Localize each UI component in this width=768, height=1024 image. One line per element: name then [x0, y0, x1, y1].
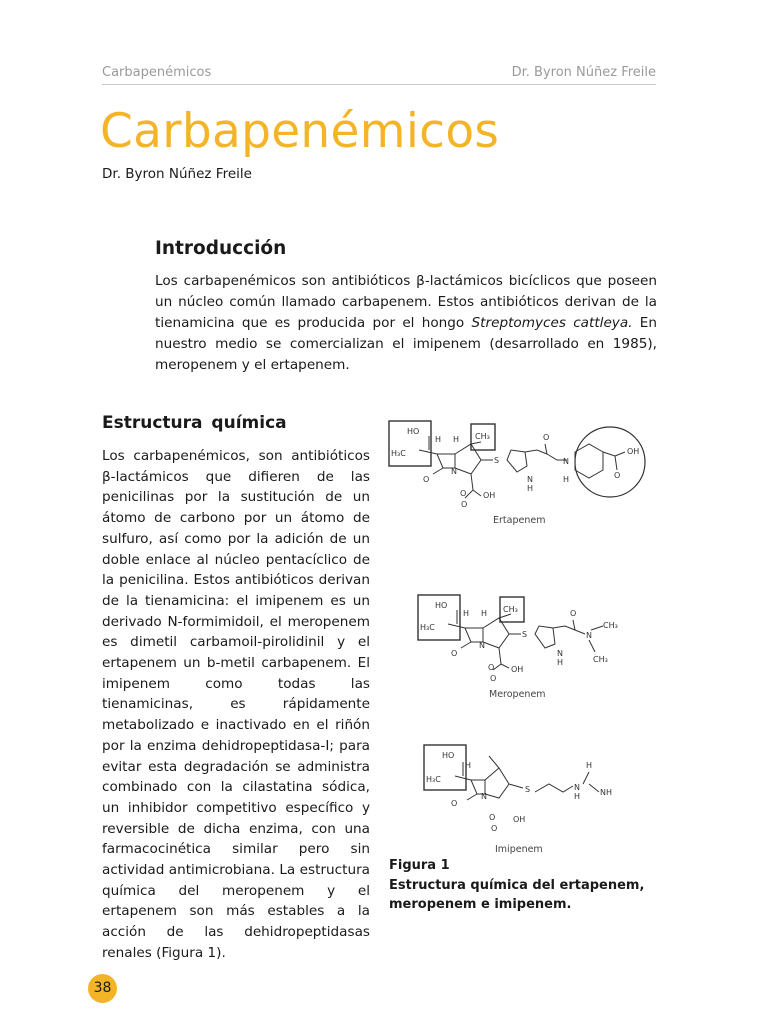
atom-label: N	[527, 475, 533, 484]
page-title: Carbapenémicos	[100, 104, 500, 159]
atom-label: HO	[442, 751, 455, 760]
atom-label: CH₃	[603, 621, 618, 630]
atom-label: N	[586, 631, 592, 640]
figure-caption-text: Estructura química del ertapenem, meropenem e imipenem.	[389, 877, 645, 912]
atom-label: N	[481, 792, 487, 801]
atom-label: O	[451, 799, 458, 808]
atom-label: O	[491, 824, 498, 833]
atom-label: O	[570, 609, 577, 618]
atom-label: N	[451, 467, 457, 476]
structure-heading: Estructura química	[102, 413, 287, 433]
figure-1	[385, 412, 657, 862]
atom-label: S	[525, 785, 531, 794]
atom-label: S	[522, 630, 528, 639]
atom-label: H₃C	[426, 775, 441, 784]
running-header-title: Carbapenémicos	[102, 65, 212, 80]
atom-label: O	[543, 433, 550, 442]
atom-label: HO	[435, 601, 448, 610]
page-number-badge: 38	[88, 974, 117, 1003]
intro-text-before: Los carbapenémicos son antibióticos β-lactámicos bicíclicos que poseen un núcleo común llamado carbapenem. Estos antibióticos derivan de la tienamicina que es producida por el hongo	[155, 273, 657, 331]
atom-label: H	[435, 435, 442, 444]
atom-label: H	[465, 761, 472, 770]
atom-label: O	[490, 674, 497, 683]
atom-label: N	[479, 641, 485, 650]
running-header	[102, 64, 656, 85]
running-header-author: Dr. Byron Núñez Freile	[511, 65, 656, 80]
author-name: Dr. Byron Núñez Freile	[102, 166, 252, 182]
atom-label: HO	[407, 427, 420, 436]
atom-label: CH₃	[503, 605, 518, 614]
atom-label: S	[494, 456, 500, 465]
molecule-name-imipenem: Imipenem	[495, 844, 543, 855]
intro-paragraph	[155, 271, 657, 376]
atom-label: N	[574, 783, 580, 792]
atom-label: O	[451, 649, 458, 658]
atom-label: O	[461, 500, 468, 509]
atom-label: H	[557, 658, 564, 667]
atom-label: H	[481, 609, 488, 618]
atom-label: OH	[627, 447, 640, 456]
figure-label: Figura 1	[389, 858, 450, 873]
intro-heading: Introducción	[155, 238, 287, 259]
atom-label: O	[460, 489, 467, 498]
atom-label: CH₃	[475, 432, 490, 441]
atom-label: O	[489, 813, 496, 822]
atom-label: O	[614, 471, 621, 480]
atom-label: N	[563, 457, 569, 466]
structure-paragraph: Los carbapenémicos, son antibióticos β-lactámicos que difieren de las penicilinas por la sustitución de un átomo de carbono por un átomo de sulfuro, así como por la adición de un doble enlace al núcleo pentacíclico de la penicilina. Estos antibióticos derivan de la tienamicina: el imipenem es un derivado N-formimidoil, el meropenem es dimetil carbamoil-pirolidinil y el ertapenem un b-metil carbapenem. El imipenem como todas las tienamicinas, es rápidamente metabolizado e inactivado en el riñón por la enzima dehidropeptidasa-I; para evitar esta degradación se administra combinado con la cilastatina sódica, un inhibidor competitivo específico y reversible de dicha enzima, con una farmacocinética similar pero sin actividad antimicrobiana. La estructura química del meropenem y el ertapenem son más estables a la acción de las dehidropeptidasas renales (Figura 1).	[102, 448, 370, 961]
atom-label: N	[557, 649, 563, 658]
atom-label: H₃C	[420, 623, 435, 632]
atom-label: OH	[483, 491, 496, 500]
atom-label: H	[563, 475, 570, 484]
atom-label: H	[574, 792, 581, 801]
atom-label: H	[463, 609, 470, 618]
intro-text-after: En nuestro medio se comercializan el imipenem (desarrollado en 1985), meropenem y el ertapenem.	[155, 315, 658, 373]
atom-label: OH	[511, 665, 524, 674]
atom-label: H₃C	[391, 449, 406, 458]
molecule-name-meropenem: Meropenem	[489, 689, 546, 700]
atom-label: O	[488, 663, 495, 672]
atom-label: O	[423, 475, 430, 484]
molecule-name-ertapenem: Ertapenem	[493, 515, 546, 526]
chemical-structures	[385, 412, 657, 862]
atom-label: H	[527, 484, 534, 493]
atom-label: H	[586, 761, 593, 770]
atom-label: NH	[600, 788, 612, 797]
atom-label: OH	[513, 815, 526, 824]
organism-name: Streptomyces cattleya.	[471, 315, 633, 331]
figure-caption	[389, 856, 657, 915]
atom-label: H	[453, 435, 460, 444]
atom-label: CH₃	[593, 655, 608, 664]
